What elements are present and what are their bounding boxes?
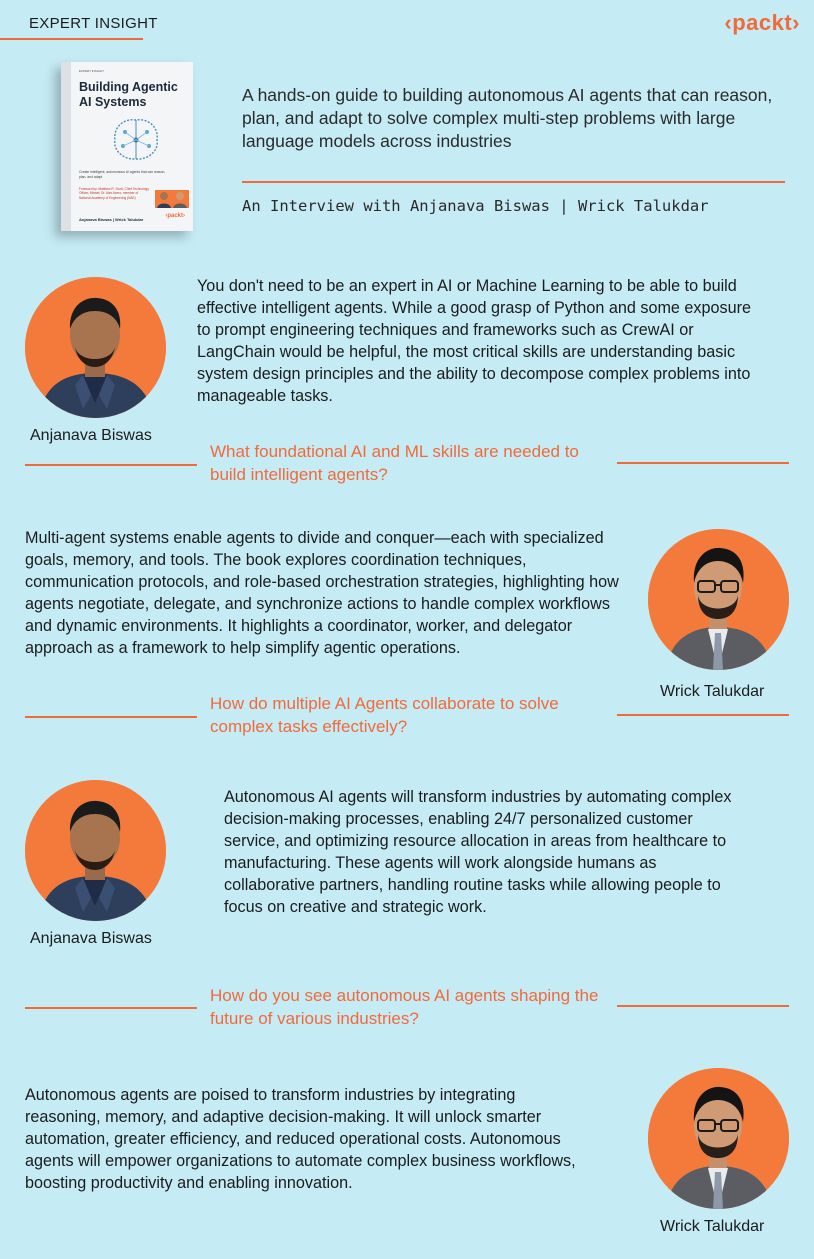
- book-cover: [61, 62, 193, 231]
- answer-1: You don't need to be an expert in AI or Machine Learning to be able to build effective intelligent agents. While a good grasp of Python and some exposure to prompt engineering techniques and frameworks such as CrewAI or LangChain would be helpful, the most critical skills are understanding basic system design principles and the ability to decompose complex problems into manageable tasks.: [197, 277, 752, 405]
- speaker-name-2: Wrick Talukdar: [660, 683, 765, 700]
- avatar-anjanava-biswas: [25, 277, 166, 418]
- speaker-name-3: Anjanava Biswas: [30, 930, 152, 947]
- book-spine: [61, 62, 71, 231]
- question-1-line-right: [617, 462, 789, 464]
- header-underline: [0, 38, 143, 40]
- avatar-anjanava-biswas: [25, 780, 166, 921]
- answer-2: Multi-agent systems enable agents to divide and conquer—each with specialized goals, memory, and tools. The book explores coordination techniques, communication protocols, and role-based orchestration strategies, highlighting how agents negotiate, delegate, and synchronize actions to handle complex workflows and dynamic environments. It highlights a coordinator, worker, and delegator approach as a framework to help simplify agentic operations.: [25, 529, 619, 657]
- book-subtitle: Create intelligent, autonomous AI agents that can reason, plan, and adapt: [79, 170, 166, 179]
- brain-circuit-icon: [107, 114, 165, 166]
- question-3-line-left: [25, 1007, 197, 1009]
- book-foreword: Foreword by: Matthew R. Scott, Chief Technology Officer, Minset; Dr. Alex Acero, member of National Academy of Engineering (NAE): [79, 187, 149, 200]
- question-1-line-left: [25, 464, 197, 466]
- intro-text: A hands-on guide to building autonomous AI agents that can reason, plan, and adapt to solve complex multi-step problems with large language models across industries: [242, 85, 773, 151]
- book-authors: Anjanava Biswas | Wrick Talukdar: [79, 217, 144, 222]
- book-title: Building Agentic AI Systems: [79, 80, 178, 109]
- question-3-line-right: [617, 1005, 789, 1007]
- book-series: EXPERT INSIGHT: [79, 69, 104, 73]
- question-2: How do multiple AI Agents collaborate to solve complex tasks effectively?: [210, 694, 559, 736]
- question-1: What foundational AI and ML skills are needed to build intelligent agents?: [210, 442, 579, 484]
- interview-line: An Interview with Anjanava Biswas | Wrick Talukdar: [242, 197, 709, 215]
- intro-divider: [242, 181, 785, 183]
- expert-insight-tag: EXPERT INSIGHT: [29, 15, 158, 32]
- answer-3: Autonomous AI agents will transform industries by automating complex decision-making processes, enabling 24/7 personalized customer service, and optimizing resource allocation in areas from healthcare to manufacturing. These agents will work alongside humans as collaborative partners, handling routine tasks while allowing people to focus on creative and strategic work.: [224, 788, 732, 916]
- avatar-wrick-talukdar: [648, 1068, 789, 1209]
- book-publisher-logo: ‹packt›: [165, 213, 185, 219]
- question-2-line-right: [617, 714, 789, 716]
- question-2-line-left: [25, 716, 197, 718]
- book-author-photos: [155, 190, 189, 208]
- packt-logo: ‹packt›: [724, 10, 800, 35]
- speaker-name-1: Anjanava Biswas: [30, 427, 152, 444]
- question-3: How do you see autonomous AI agents shaping the future of various industries?: [210, 986, 599, 1028]
- avatar-wrick-talukdar: [648, 529, 789, 670]
- speaker-name-4: Wrick Talukdar: [660, 1218, 765, 1235]
- answer-4: Autonomous agents are poised to transform industries by integrating reasoning, memory, and adaptive decision-making. It will unlock smarter automation, greater efficiency, and reduced operational costs. Autonomous agents will empower organizations to automate complex business workflows, boosting productivity and enabling innovation.: [25, 1086, 576, 1192]
